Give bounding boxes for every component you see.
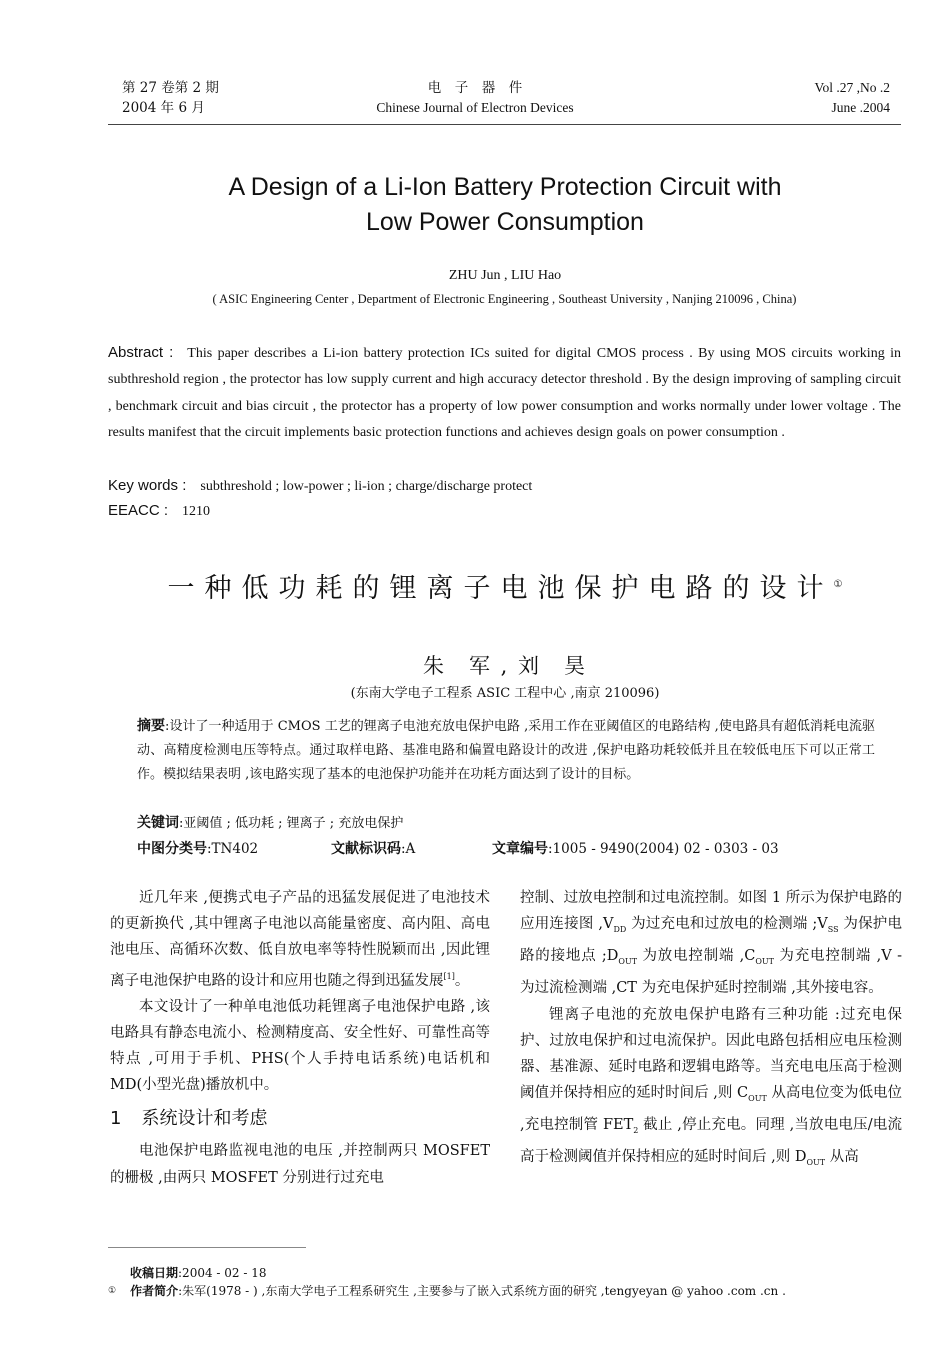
- clc-value: :TN402: [207, 841, 259, 857]
- received-date-value: :2004 - 02 - 18: [178, 1266, 267, 1280]
- english-keywords-label: Key words :: [108, 477, 187, 494]
- document-code-value: :A: [401, 841, 416, 857]
- subscript: OUT: [618, 957, 638, 967]
- body-paragraph: [110, 885, 490, 994]
- footnote-divider: [108, 1247, 306, 1248]
- chinese-authors: 朱 军 , 刘 昊: [422, 654, 588, 678]
- body-paragraph: 电池保护电路监视电池的电压 ,并控制两只 MOSFET 的栅极 ,由两只 MOSFET 分别进行过充电: [110, 1143, 490, 1186]
- text-run: 从高: [825, 1149, 859, 1166]
- paragraph-text: 近几年来 ,便携式电子产品的迅猛发展促进了电池技术的更新换代 ,其中锂离子电池以高能量密度、高内阻、高电池电压、高循环次数、低自放电率等特性脱颖而出 ,因此锂离子电池保护电路的设计和应用也随之得到迅猛发展: [110, 890, 490, 989]
- publication-date-en: June .2004: [831, 100, 890, 115]
- text-run: 为放电控制端 ,C: [637, 948, 756, 965]
- subscript: OUT: [748, 1094, 767, 1104]
- footnote-mark: ①: [108, 1286, 117, 1296]
- subscript: 2: [633, 1126, 639, 1136]
- received-date-label: 收稿日期: [130, 1266, 179, 1280]
- body-paragraph: [520, 885, 902, 1002]
- document-code-label: 文献标识码: [331, 841, 401, 857]
- body-right-column: [520, 885, 902, 1176]
- english-abstract: [108, 340, 901, 447]
- text-run: 控制、过放电控制和过电流控制。如图 1 所示为保护电路的应用连接图 ,V: [520, 890, 902, 933]
- body-left-column: [110, 885, 490, 1191]
- subscript: OUT: [755, 957, 775, 967]
- subscript: SS: [827, 925, 839, 935]
- chinese-abstract: [137, 714, 875, 788]
- english-title-line2: Low Power Consumption: [366, 208, 644, 236]
- chinese-keywords-text: :亚阈值 ; 低功耗 ; 锂离子 ; 充放电保护: [179, 816, 404, 831]
- english-authors: ZHU Jun , LIU Hao: [448, 268, 562, 283]
- journal-volume-info-en: [814, 78, 890, 118]
- english-eeacc: [108, 499, 901, 524]
- author-bio-footnote: [108, 1282, 908, 1300]
- document-code: [331, 837, 415, 861]
- chinese-keywords: [137, 811, 875, 836]
- journal-name: [300, 78, 650, 118]
- publication-date: 2004 年 6 月: [122, 100, 205, 116]
- article-number-value: :1005 - 9490(2004) 02 - 0303 - 03: [548, 841, 779, 857]
- eeacc-value: 1210: [182, 504, 211, 519]
- volume-issue: 第 27 卷第 2 期: [122, 80, 219, 96]
- chinese-title: [140, 566, 870, 605]
- journal-name-en: Chinese Journal of Electron Devices: [376, 100, 574, 115]
- header-divider: [108, 124, 901, 125]
- section-title: 系统设计和考虑: [141, 1108, 268, 1130]
- english-affiliation: ( ASIC Engineering Center , Department of Electronic Engineering , Southeast University , Nanjing 210096 , China): [212, 292, 797, 306]
- chinese-affiliation: (东南大学电子工程系 ASIC 工程中心 ,南京 210096): [350, 686, 660, 701]
- article-number-label: 文章编号: [492, 841, 548, 857]
- eeacc-label: EEACC :: [108, 502, 169, 519]
- text-run: 截止 ,停止充电。同理 ,当放电电压/电流高于检测阈值并保持相应的延时时间后 ,则 D: [520, 1117, 902, 1166]
- subscript: OUT: [806, 1158, 826, 1168]
- text-run: 为充电控制端 ,V - 为过流检测端 ,CT 为充电保护延时控制端 ,其外接电容。: [520, 948, 903, 997]
- text-run: 锂离子电池的充放电保护电路有三种功能 :过充电保护、过放电保护和过电流保护。因此电路包括相应电压检测器、基准源、延时电路和逻辑电路等。当充电电压高于检测阈值并保持相应的延时时间后 ,则 C: [520, 1006, 902, 1102]
- clc-label: 中图分类号: [137, 841, 207, 857]
- author-bio-value: :朱军(1978 - ) ,东南大学电子工程系研究生 ,主要参与了嵌入式系统方面的研究 ,tengyeyan @ yahoo .com .cn .: [178, 1284, 786, 1298]
- author-bio-label: 作者简介: [130, 1284, 179, 1298]
- received-date-footnote: [130, 1264, 267, 1282]
- section-number: 1: [110, 1108, 122, 1130]
- section-heading: [110, 1104, 490, 1134]
- journal-name-cn: 电 子 器 件: [427, 80, 523, 96]
- body-paragraph: 本文设计了一种单电池低功耗锂离子电池保护电路 ,该电路具有静态电流小、检测精度高、安全性好、可靠性高等特点 ,可用于手机、PHS(个人手持电话系统)电话机和 MD(小型光盘)播放机中。: [110, 998, 490, 1094]
- journal-volume-info: [122, 78, 219, 118]
- citation-reference: [1]: [443, 971, 455, 981]
- chinese-keywords-label: 关键词: [137, 815, 179, 831]
- chinese-abstract-label: 摘要: [137, 718, 166, 734]
- article-number: [492, 837, 779, 861]
- text-run: 为过充电和过放电的检测端 ;V: [626, 916, 828, 933]
- chinese-title-text: 一种低功耗的锂离子电池保护电路的设计: [167, 573, 834, 604]
- paragraph-end: 。: [454, 972, 470, 989]
- english-title-line1: A Design of a Li-Ion Battery Protection Circuit with: [228, 173, 782, 201]
- english-abstract-text: This paper describes a Li-ion battery protection ICs suited for digital CMOS process . By using MOS circuits working in subthreshold region , the protector has low supply current and high accuracy detector threshold . By the design improving of sampling circuit , benchmark circuit and bias circuit , the protector has a property of low power consumption and works normally under lower voltage . The results manifest that the circuit implements basic protection functions and achieves design goals on power consumption .: [108, 346, 902, 441]
- clc-number: [137, 837, 258, 861]
- chinese-abstract-text: :设计了一种适用于 CMOS 工艺的锂离子电池充放电保护电路 ,采用工作在亚阈值区的电路结构 ,使电路具有超低消耗电流驱动、高精度检测电压等特点。通过取样电路、基准电路和偏置电路设计的改进 ,保护电路功耗较低并且在较低电压下可以正常工作。模拟结果表明 ,该电路实现了基本的电池保护功能并在功耗方面达到了设计的目标。: [137, 719, 876, 783]
- text-run: 为保护电路的接地点 ;D: [520, 916, 902, 965]
- subscript: DD: [613, 925, 627, 935]
- english-title: [150, 170, 860, 240]
- body-paragraph: [520, 1002, 902, 1177]
- english-keywords: [108, 474, 901, 499]
- english-keywords-text: subthreshold ; low-power ; li-ion ; charge/discharge protect: [200, 479, 533, 494]
- english-abstract-label: Abstract :: [108, 344, 174, 361]
- volume-issue-en: Vol .27 ,No .2: [814, 80, 890, 95]
- title-footnote-mark: ①: [833, 579, 843, 590]
- text-run: 从高电位变为低电位 ,充电控制管 FET: [520, 1085, 903, 1134]
